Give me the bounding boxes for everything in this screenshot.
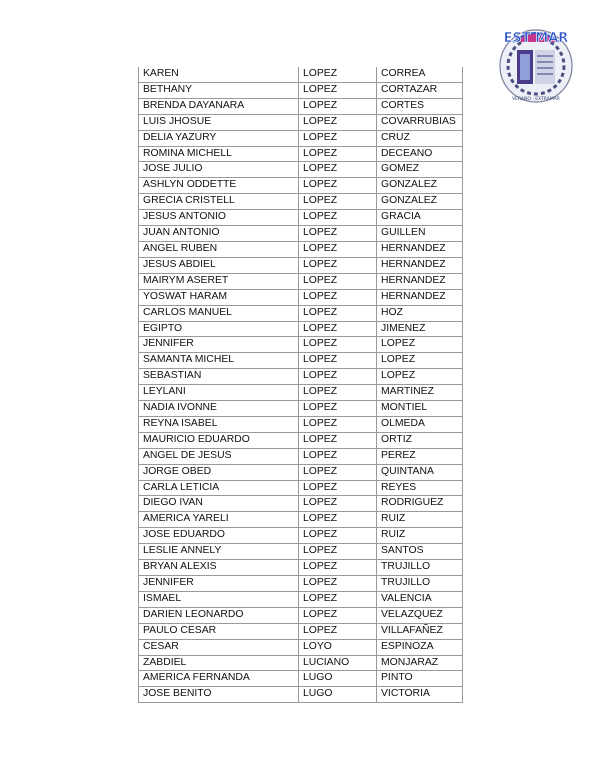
- first-name-cell: ZABDIEL: [139, 655, 299, 671]
- paternal-surname-cell: LOPEZ: [299, 114, 377, 130]
- paternal-surname-cell: LOPEZ: [299, 385, 377, 401]
- paternal-surname-cell: LOPEZ: [299, 369, 377, 385]
- table-row: [139, 480, 463, 496]
- maternal-surname-cell: RODRIGUEZ: [377, 496, 463, 512]
- paternal-surname-cell: LOPEZ: [299, 416, 377, 432]
- maternal-surname-cell: RUIZ: [377, 512, 463, 528]
- maternal-surname-cell: PINTO: [377, 671, 463, 687]
- maternal-surname-cell: CRUZ: [377, 130, 463, 146]
- first-name-cell: YOSWAT HARAM: [139, 289, 299, 305]
- first-name-cell: BRENDA DAYANARA: [139, 98, 299, 114]
- paternal-surname-cell: LUGO: [299, 687, 377, 703]
- maternal-surname-cell: VALENCIA: [377, 591, 463, 607]
- first-name-cell: REYNA ISABEL: [139, 416, 299, 432]
- paternal-surname-cell: LOPEZ: [299, 401, 377, 417]
- maternal-surname-cell: COVARRUBIAS: [377, 114, 463, 130]
- paternal-surname-cell: LOPEZ: [299, 210, 377, 226]
- maternal-surname-cell: HERNANDEZ: [377, 273, 463, 289]
- first-name-cell: JENNIFER: [139, 337, 299, 353]
- table-row: [139, 671, 463, 687]
- paternal-surname-cell: LOPEZ: [299, 528, 377, 544]
- maternal-surname-cell: GRACIA: [377, 210, 463, 226]
- paternal-surname-cell: LOPEZ: [299, 178, 377, 194]
- paternal-surname-cell: LOPEZ: [299, 591, 377, 607]
- maternal-surname-cell: HERNANDEZ: [377, 241, 463, 257]
- paternal-surname-cell: LOPEZ: [299, 337, 377, 353]
- paternal-surname-cell: LOPEZ: [299, 146, 377, 162]
- maternal-surname-cell: VICTORIA: [377, 687, 463, 703]
- table-row: [139, 241, 463, 257]
- first-name-cell: DIEGO IVAN: [139, 496, 299, 512]
- maternal-surname-cell: DECEANO: [377, 146, 463, 162]
- first-name-cell: CESAR: [139, 639, 299, 655]
- table-row: [139, 194, 463, 210]
- first-name-cell: BETHANY: [139, 82, 299, 98]
- paternal-surname-cell: LOPEZ: [299, 607, 377, 623]
- maternal-surname-cell: OLMEDA: [377, 416, 463, 432]
- paternal-surname-cell: LOPEZ: [299, 432, 377, 448]
- first-name-cell: JENNIFER: [139, 576, 299, 592]
- student-name-table: [138, 67, 463, 703]
- first-name-cell: MAIRYM ASERET: [139, 273, 299, 289]
- first-name-cell: KAREN: [139, 67, 299, 82]
- paternal-surname-cell: LOPEZ: [299, 496, 377, 512]
- paternal-surname-cell: LOPEZ: [299, 512, 377, 528]
- paternal-surname-cell: LOPEZ: [299, 464, 377, 480]
- first-name-cell: CARLOS MANUEL: [139, 305, 299, 321]
- first-name-cell: JOSE BENITO: [139, 687, 299, 703]
- first-name-cell: MAURICIO EDUARDO: [139, 432, 299, 448]
- table-row: [139, 289, 463, 305]
- first-name-cell: LESLIE ANNELY: [139, 544, 299, 560]
- first-name-cell: JESUS ABDIEL: [139, 257, 299, 273]
- maternal-surname-cell: HOZ: [377, 305, 463, 321]
- first-name-cell: LEYLANI: [139, 385, 299, 401]
- maternal-surname-cell: MARTINEZ: [377, 385, 463, 401]
- first-name-cell: SAMANTA MICHEL: [139, 353, 299, 369]
- table-row: [139, 82, 463, 98]
- maternal-surname-cell: JIMENEZ: [377, 321, 463, 337]
- table-row: [139, 257, 463, 273]
- maternal-surname-cell: ESPINOZA: [377, 639, 463, 655]
- table-row: [139, 560, 463, 576]
- table-row: [139, 639, 463, 655]
- first-name-cell: LUIS JHOSUE: [139, 114, 299, 130]
- table-row: [139, 226, 463, 242]
- logo-caption: VERANO · EXTRAMAR: [512, 97, 560, 102]
- paternal-surname-cell: LOPEZ: [299, 353, 377, 369]
- table-row: [139, 496, 463, 512]
- paternal-surname-cell: LOPEZ: [299, 82, 377, 98]
- maternal-surname-cell: RUIZ: [377, 528, 463, 544]
- paternal-surname-cell: LOYO: [299, 639, 377, 655]
- maternal-surname-cell: REYES: [377, 480, 463, 496]
- first-name-cell: EGIPTO: [139, 321, 299, 337]
- table-row: [139, 401, 463, 417]
- table-row: [139, 98, 463, 114]
- paternal-surname-cell: LOPEZ: [299, 130, 377, 146]
- school-logo: [493, 20, 579, 106]
- table-row: [139, 416, 463, 432]
- first-name-cell: CARLA LETICIA: [139, 480, 299, 496]
- paternal-surname-cell: LOPEZ: [299, 162, 377, 178]
- paternal-surname-cell: LOPEZ: [299, 576, 377, 592]
- first-name-cell: PAULO CESAR: [139, 623, 299, 639]
- maternal-surname-cell: CORREA: [377, 67, 463, 82]
- paternal-surname-cell: LOPEZ: [299, 241, 377, 257]
- table-row: [139, 146, 463, 162]
- first-name-cell: ANGEL RUBEN: [139, 241, 299, 257]
- maternal-surname-cell: MONJARAZ: [377, 655, 463, 671]
- maternal-surname-cell: VELAZQUEZ: [377, 607, 463, 623]
- paternal-surname-cell: LOPEZ: [299, 544, 377, 560]
- first-name-cell: AMERICA FERNANDA: [139, 671, 299, 687]
- paternal-surname-cell: LUCIANO: [299, 655, 377, 671]
- paternal-surname-cell: LOPEZ: [299, 305, 377, 321]
- maternal-surname-cell: LOPEZ: [377, 369, 463, 385]
- table-row: [139, 528, 463, 544]
- table-row: [139, 385, 463, 401]
- table-row: [139, 178, 463, 194]
- maternal-surname-cell: CORTAZAR: [377, 82, 463, 98]
- first-name-cell: ASHLYN ODDETTE: [139, 178, 299, 194]
- first-name-cell: ROMINA MICHELL: [139, 146, 299, 162]
- maternal-surname-cell: LOPEZ: [377, 353, 463, 369]
- maternal-surname-cell: GOMEZ: [377, 162, 463, 178]
- maternal-surname-cell: GONZALEZ: [377, 178, 463, 194]
- table-row: [139, 273, 463, 289]
- logo-text: EST MAR: [503, 31, 569, 46]
- maternal-surname-cell: QUINTANA: [377, 464, 463, 480]
- table-row: [139, 162, 463, 178]
- paternal-surname-cell: LOPEZ: [299, 560, 377, 576]
- first-name-cell: ISMAEL: [139, 591, 299, 607]
- first-name-cell: JESUS ANTONIO: [139, 210, 299, 226]
- table-row: [139, 114, 463, 130]
- maternal-surname-cell: TRUJILLO: [377, 576, 463, 592]
- first-name-cell: GRECIA CRISTELL: [139, 194, 299, 210]
- table-row: [139, 210, 463, 226]
- table-row: [139, 655, 463, 671]
- first-name-cell: DARIEN LEONARDO: [139, 607, 299, 623]
- paternal-surname-cell: LOPEZ: [299, 321, 377, 337]
- paternal-surname-cell: LUGO: [299, 671, 377, 687]
- paternal-surname-cell: LOPEZ: [299, 289, 377, 305]
- maternal-surname-cell: SANTOS: [377, 544, 463, 560]
- first-name-cell: BRYAN ALEXIS: [139, 560, 299, 576]
- paternal-surname-cell: LOPEZ: [299, 623, 377, 639]
- paternal-surname-cell: LOPEZ: [299, 98, 377, 114]
- table-row: [139, 576, 463, 592]
- table-row: [139, 464, 463, 480]
- paternal-surname-cell: LOPEZ: [299, 67, 377, 82]
- paternal-surname-cell: LOPEZ: [299, 273, 377, 289]
- maternal-surname-cell: ORTIZ: [377, 432, 463, 448]
- maternal-surname-cell: PEREZ: [377, 448, 463, 464]
- paternal-surname-cell: LOPEZ: [299, 226, 377, 242]
- first-name-cell: ANGEL DE JESUS: [139, 448, 299, 464]
- maternal-surname-cell: LOPEZ: [377, 337, 463, 353]
- table-row: [139, 448, 463, 464]
- maternal-surname-cell: HERNANDEZ: [377, 289, 463, 305]
- first-name-cell: JOSE EDUARDO: [139, 528, 299, 544]
- table-row: [139, 623, 463, 639]
- maternal-surname-cell: GUILLEN: [377, 226, 463, 242]
- maternal-surname-cell: TRUJILLO: [377, 560, 463, 576]
- first-name-cell: JUAN ANTONIO: [139, 226, 299, 242]
- table-row: [139, 687, 463, 703]
- student-name-table-body: [139, 67, 463, 703]
- table-row: [139, 544, 463, 560]
- table-row: [139, 67, 463, 82]
- first-name-cell: JORGE OBED: [139, 464, 299, 480]
- paternal-surname-cell: LOPEZ: [299, 194, 377, 210]
- first-name-cell: JOSE JULIO: [139, 162, 299, 178]
- maternal-surname-cell: GONZALEZ: [377, 194, 463, 210]
- table-row: [139, 591, 463, 607]
- first-name-cell: SEBASTIAN: [139, 369, 299, 385]
- paternal-surname-cell: LOPEZ: [299, 448, 377, 464]
- table-row: [139, 512, 463, 528]
- paternal-surname-cell: LOPEZ: [299, 257, 377, 273]
- table-row: [139, 353, 463, 369]
- table-row: [139, 432, 463, 448]
- maternal-surname-cell: MONTIEL: [377, 401, 463, 417]
- maternal-surname-cell: CORTES: [377, 98, 463, 114]
- first-name-cell: DELIA YAZURY: [139, 130, 299, 146]
- paternal-surname-cell: LOPEZ: [299, 480, 377, 496]
- table-row: [139, 130, 463, 146]
- table-row: [139, 369, 463, 385]
- table-row: [139, 321, 463, 337]
- table-row: [139, 607, 463, 623]
- first-name-cell: NADIA IVONNE: [139, 401, 299, 417]
- maternal-surname-cell: VILLAFAÑEZ: [377, 623, 463, 639]
- maternal-surname-cell: HERNANDEZ: [377, 257, 463, 273]
- first-name-cell: AMERICA YARELI: [139, 512, 299, 528]
- table-row: [139, 305, 463, 321]
- table-row: [139, 337, 463, 353]
